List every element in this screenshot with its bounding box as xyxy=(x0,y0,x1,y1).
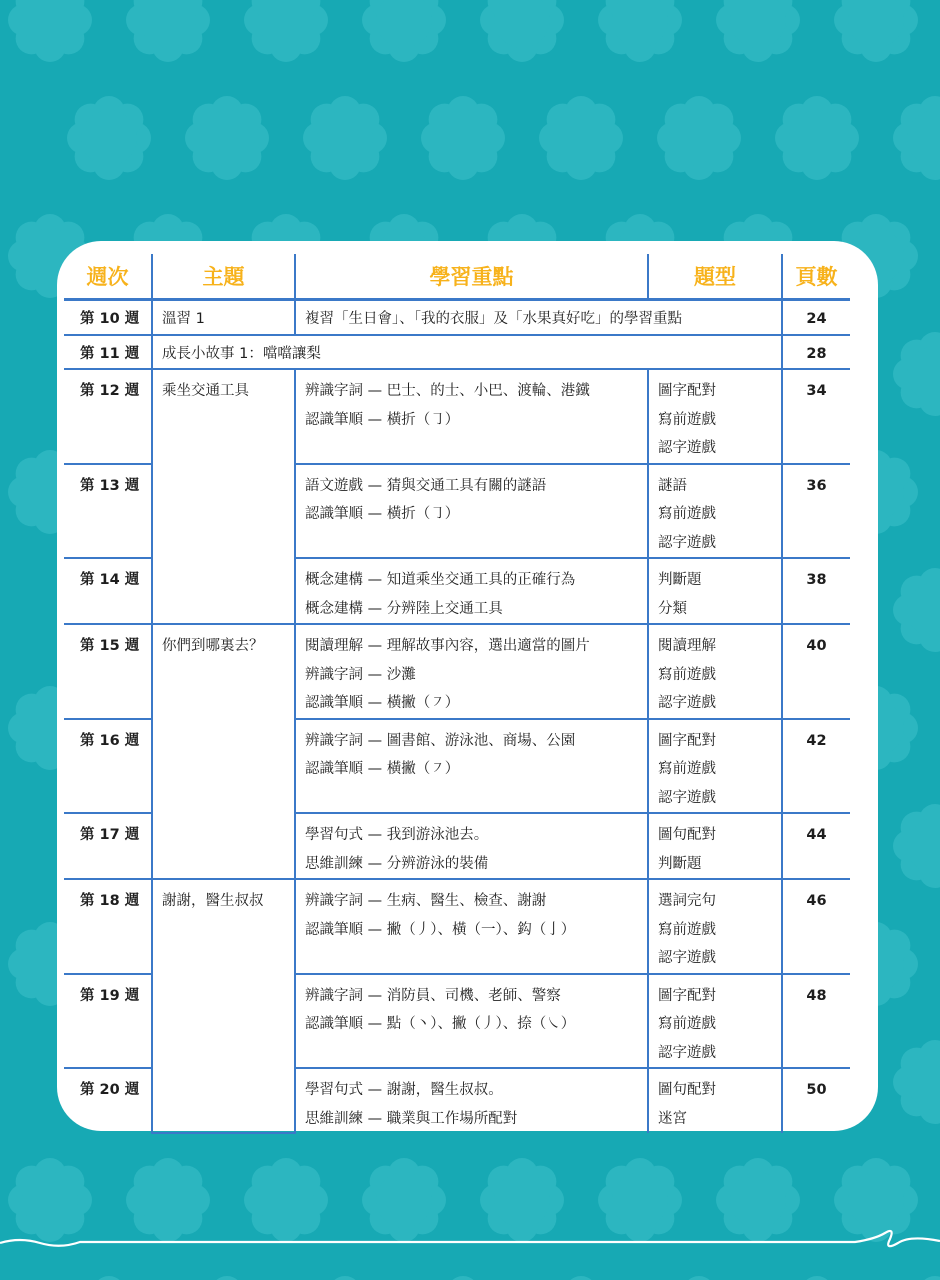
type-line: 迷宮 xyxy=(658,1110,687,1127)
page-cell: 40 xyxy=(782,624,850,719)
type-cell xyxy=(648,879,782,974)
focus-line: 思維訓練 — 分辨游泳的裝備 xyxy=(305,855,489,872)
focus-line: 認識筆順 — 橫折（㇆） xyxy=(305,506,460,522)
type-cell xyxy=(648,369,782,464)
page-cell: 24 xyxy=(782,300,850,335)
page-cell: 34 xyxy=(782,369,850,464)
flower-shape xyxy=(893,1276,940,1280)
type-line: 圖句配對 xyxy=(658,827,716,843)
type-cell xyxy=(648,1068,782,1133)
focus-line: 認識筆順 — 橫撇（㇇） xyxy=(305,695,460,711)
focus-line: 認識筆順 — 橫折（㇆） xyxy=(305,411,460,428)
flower-shape xyxy=(126,0,210,62)
header-type: 題型 xyxy=(648,254,782,300)
focus-line: 認識筆順 — 橫撇（㇇） xyxy=(305,761,460,777)
type-line: 認字遊戲 xyxy=(658,534,716,551)
flower-shape xyxy=(67,96,151,180)
table-row xyxy=(64,335,850,370)
week-cell: 第 19 週 xyxy=(64,974,152,1069)
page-cell: 42 xyxy=(782,719,850,814)
header-focus: 學習重點 xyxy=(295,254,648,300)
flower-shape xyxy=(716,0,800,62)
flower-shape xyxy=(775,96,859,180)
focus-line: 認識筆順 — 點（丶）、撇（丿）、捺（㇏） xyxy=(305,1016,576,1032)
theme-cell: 乘坐交通工具 xyxy=(152,369,295,624)
week-cell: 第 15 週 xyxy=(64,624,152,719)
focus-line: 辨識字詞 — 生病、醫生、檢查、謝謝 xyxy=(305,893,547,909)
flower-shape xyxy=(893,804,940,888)
flower-shape xyxy=(303,96,387,180)
theme-cell: 成長小故事 1：噹噹讓梨 xyxy=(152,335,782,370)
type-cell xyxy=(648,464,782,559)
header-theme: 主題 xyxy=(152,254,295,300)
header-week: 週次 xyxy=(64,254,152,300)
decorative-wave-line xyxy=(0,1225,940,1265)
type-cell xyxy=(648,974,782,1069)
focus-line: 學習句式 — 謝謝，醫生叔叔。 xyxy=(305,1082,503,1098)
flower-shape xyxy=(480,0,564,62)
type-line: 寫前遊戲 xyxy=(658,761,716,777)
focus-cell xyxy=(295,369,648,464)
flower-shape xyxy=(8,0,92,62)
type-line: 認字遊戲 xyxy=(658,695,716,711)
focus-line: 辨識字詞 — 圖書館、游泳池、商場、公園 xyxy=(305,732,576,749)
theme-cell: 溫習 1 xyxy=(152,300,295,335)
week-cell: 第 18 週 xyxy=(64,879,152,974)
flower-shape xyxy=(834,0,918,62)
type-line: 圖字配對 xyxy=(658,987,716,1004)
week-cell: 第 14 週 xyxy=(64,558,152,624)
type-cell xyxy=(648,719,782,814)
contents-table xyxy=(64,254,850,1134)
flower-shape xyxy=(303,1276,387,1280)
type-line: 分類 xyxy=(658,600,687,617)
week-cell: 第 10 週 xyxy=(64,300,152,335)
page-cell: 36 xyxy=(782,464,850,559)
type-cell xyxy=(648,624,782,719)
flower-shape xyxy=(775,1276,859,1280)
focus-line: 語文遊戲 — 猜與交通工具有關的謎語 xyxy=(305,477,547,494)
focus-line: 學習句式 — 我到游泳池去。 xyxy=(305,827,489,843)
week-cell: 第 13 週 xyxy=(64,464,152,559)
flower-shape xyxy=(185,1276,269,1280)
type-line: 認字遊戲 xyxy=(658,440,716,456)
flower-shape xyxy=(539,1276,623,1280)
type-line: 認字遊戲 xyxy=(658,950,716,966)
type-line: 寫前遊戲 xyxy=(658,411,716,428)
flower-shape xyxy=(893,568,940,652)
table-header-row xyxy=(64,254,850,300)
focus-cell xyxy=(295,974,648,1069)
type-line: 選詞完句 xyxy=(658,893,716,909)
flower-shape xyxy=(67,1276,151,1280)
type-line: 判斷題 xyxy=(658,572,702,588)
flower-shape xyxy=(421,96,505,180)
page-cell: 28 xyxy=(782,335,850,370)
type-line: 謎語 xyxy=(658,477,687,494)
week-cell: 第 11 週 xyxy=(64,335,152,370)
type-line: 圖字配對 xyxy=(658,732,716,749)
page-cell: 44 xyxy=(782,813,850,879)
type-cell xyxy=(648,813,782,879)
flower-shape xyxy=(185,96,269,180)
week-cell: 第 20 週 xyxy=(80,1082,140,1098)
focus-line: 辨識字詞 — 巴士、的士、小巴、渡輪、港鐵 xyxy=(305,383,590,399)
theme-cell: 你們到哪裏去？ xyxy=(152,624,295,879)
focus-cell xyxy=(295,300,782,335)
page-cell: 50 xyxy=(782,1068,850,1133)
table-row xyxy=(64,879,850,974)
flower-shape xyxy=(362,0,446,62)
type-line: 寫前遊戲 xyxy=(658,921,716,938)
flower-shape xyxy=(598,0,682,62)
focus-line: 思維訓練 — 職業與工作場所配對 xyxy=(305,1110,518,1127)
type-line: 判斷題 xyxy=(658,855,702,872)
type-line: 寫前遊戲 xyxy=(658,506,716,522)
type-line: 寫前遊戲 xyxy=(658,666,716,683)
focus-line: 辨識字詞 — 消防員、司機、老師、警察 xyxy=(305,987,561,1004)
week-cell: 第 17 週 xyxy=(64,813,152,879)
flower-shape xyxy=(893,96,940,180)
type-line: 寫前遊戲 xyxy=(658,1016,716,1032)
table-row xyxy=(64,300,850,335)
focus-line: 認識筆順 — 撇（丿）、橫（一）、鈎（亅） xyxy=(305,921,576,938)
flower-shape xyxy=(657,96,741,180)
focus-line: 辨識字詞 — 沙灘 xyxy=(305,666,416,683)
focus-cell xyxy=(295,879,648,974)
focus-line: 概念建構 — 知道乘坐交通工具的正確行為 xyxy=(305,572,576,588)
flower-shape xyxy=(421,1276,505,1280)
type-line: 認字遊戲 xyxy=(658,1044,716,1061)
focus-line: 閱讀理解 — 理解故事內容，選出適當的圖片 xyxy=(305,638,590,654)
table-row xyxy=(64,369,850,464)
theme-cell: 謝謝，醫生叔叔 xyxy=(152,879,295,1133)
type-cell xyxy=(648,558,782,624)
week-cell: 第 16 週 xyxy=(64,719,152,814)
focus-cell xyxy=(295,719,648,814)
type-line: 認字遊戲 xyxy=(658,789,716,806)
flower-shape xyxy=(657,1276,741,1280)
focus-line: 複習「生日會」、「我的衣服」及「水果真好吃」的學習重點 xyxy=(305,311,682,327)
type-line: 閱讀理解 xyxy=(658,638,716,654)
type-line: 圖句配對 xyxy=(658,1082,716,1098)
page-cell: 46 xyxy=(782,879,850,974)
focus-cell xyxy=(295,464,648,559)
focus-cell xyxy=(295,624,648,719)
flower-shape xyxy=(244,0,328,62)
type-line: 圖字配對 xyxy=(658,383,716,399)
focus-line: 概念建構 — 分辨陸上交通工具 xyxy=(305,600,503,617)
focus-cell xyxy=(295,558,648,624)
flower-shape xyxy=(893,1040,940,1124)
flower-shape xyxy=(893,332,940,416)
table-row xyxy=(64,624,850,719)
page-cell: 48 xyxy=(782,974,850,1069)
flower-shape xyxy=(539,96,623,180)
header-page: 頁數 xyxy=(782,254,850,300)
page-cell: 38 xyxy=(782,558,850,624)
focus-cell xyxy=(295,1068,648,1133)
week-cell: 第 12 週 xyxy=(64,369,152,464)
focus-cell xyxy=(295,813,648,879)
